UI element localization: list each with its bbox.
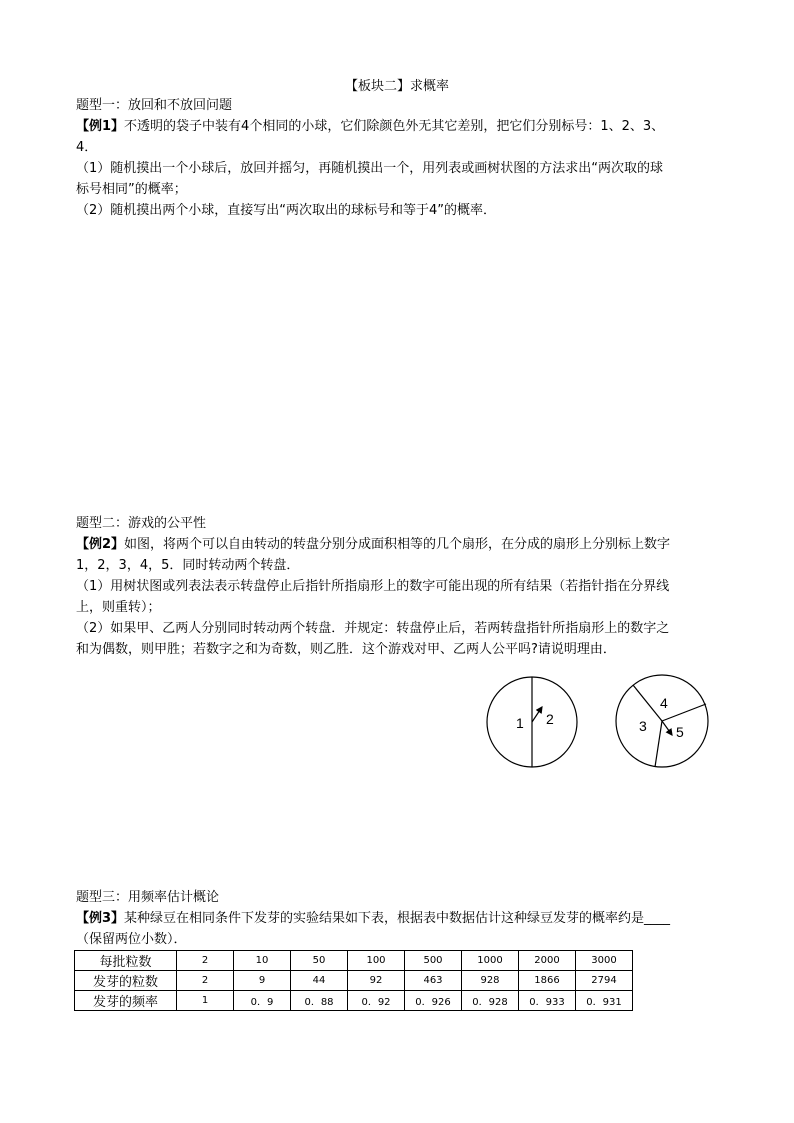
table-row [75, 971, 633, 991]
table-cell: 3000 [576, 951, 633, 971]
table-row [75, 991, 633, 1011]
table-cell: 1866 [519, 971, 576, 991]
table-cell: 500 [405, 951, 462, 971]
table-cell: 1 [177, 991, 234, 1011]
table-cell: 0．9 [234, 991, 291, 1011]
page-title: 【板块二】求概率 [344, 79, 449, 94]
table-cell: 1000 [462, 951, 519, 971]
spinner-right-divider-3 [655, 721, 662, 767]
table-cell: 10 [234, 951, 291, 971]
table-cell: 0．928 [462, 991, 519, 1011]
spinner-left-label-1: 1 [516, 715, 524, 731]
table-cell: 2000 [519, 951, 576, 971]
section1-heading: 题型一：放回和不放回问题 [76, 98, 233, 113]
example3-line1 [76, 910, 670, 928]
row-label-germination-rate: 发芽的频率 [75, 991, 177, 1011]
example2-q1-line1: （1）用树状图或列表法表示转盘停止后指针所指扇形上的数字可能出现的所有结果（若指针指在分界线 [76, 579, 670, 594]
spinner-right-label-4: 4 [660, 695, 668, 711]
table-cell: 463 [405, 971, 462, 991]
spinner-right-divider-2 [662, 704, 706, 721]
table-cell: 0．88 [291, 991, 348, 1011]
table-cell: 44 [291, 971, 348, 991]
row-label-germinated-count: 发芽的粒数 [75, 971, 177, 991]
example2-q1-line2: 上，则重转）； [76, 600, 161, 615]
spinner-left-label-2: 2 [546, 711, 554, 727]
spinner-right-divider-1 [633, 685, 662, 721]
table-cell: 0．926 [405, 991, 462, 1011]
example2-q2-line2: 和为偶数，则甲胜；若数字之和为奇数，则乙胜．这个游戏对甲、乙两人公平吗?请说明理由． [76, 642, 616, 657]
example2-q2-line1: （2）如果甲、乙两人分别同时转动两个转盘．并规定：转盘停止后，若两转盘指针所指扇形上的数字之 [76, 621, 670, 636]
spinner-right-label-3: 3 [639, 718, 647, 734]
table-cell: 2 [177, 971, 234, 991]
spinner-right-label-5: 5 [676, 724, 684, 740]
example1-line2: 4． [76, 140, 98, 155]
row-label-batch-size: 每批粒数 [75, 951, 177, 971]
spinner-right-pointer [662, 721, 672, 735]
table-cell: 2794 [576, 971, 633, 991]
example1-q1-line1: （1）随机摸出一个小球后，放回并摇匀，再随机摸出一个，用列表或画树状图的方法求出“两次取的球 [76, 161, 664, 176]
section2-heading: 题型二：游戏的公平性 [76, 516, 207, 531]
table-cell: 0．92 [348, 991, 405, 1011]
spinner-right [616, 675, 708, 767]
table-cell: 0．933 [519, 991, 576, 1011]
table-cell: 9 [234, 971, 291, 991]
spinners-figure [480, 668, 720, 774]
example2-text: 如图，将两个可以自由转动的转盘分别分成面积相等的几个扇形，在分成的扇形上分别标上数字 [124, 537, 671, 552]
germination-table [74, 950, 633, 1011]
table-cell: 100 [348, 951, 405, 971]
spinner-left [487, 677, 577, 767]
example3-tag: 【例3】 [76, 911, 125, 926]
example1-text: 不透明的袋子中装有4个相同的小球，它们除颜色外无其它差别，把它们分别标号：1、2、3、 [124, 119, 665, 134]
table-cell: 2 [177, 951, 234, 971]
example1-q2: （2）随机摸出两个小球，直接写出“两次取出的球标号和等于4”的概率． [76, 203, 497, 218]
example2-line2: 1，2，3，4，5．同时转动两个转盘． [76, 558, 300, 573]
table-cell: 0．931 [576, 991, 633, 1011]
example3-line2: （保留两位小数）． [76, 932, 187, 947]
table-cell: 92 [348, 971, 405, 991]
example3-text: 某种绿豆在相同条件下发芽的实验结果如下表，根据表中数据估计这种绿豆发芽的概率约是____ [124, 911, 671, 926]
example1-line1 [76, 118, 664, 136]
section3-heading: 题型三：用频率估计概论 [76, 890, 220, 905]
example2-tag: 【例2】 [76, 537, 125, 552]
table-cell: 50 [291, 951, 348, 971]
example2-line1 [76, 536, 670, 554]
table-cell: 928 [462, 971, 519, 991]
spinner-left-pointer [532, 707, 542, 722]
table-row [75, 951, 633, 971]
example1-tag: 【例1】 [76, 119, 125, 134]
example1-q1-line2: 标号相同”的概率； [76, 182, 187, 197]
